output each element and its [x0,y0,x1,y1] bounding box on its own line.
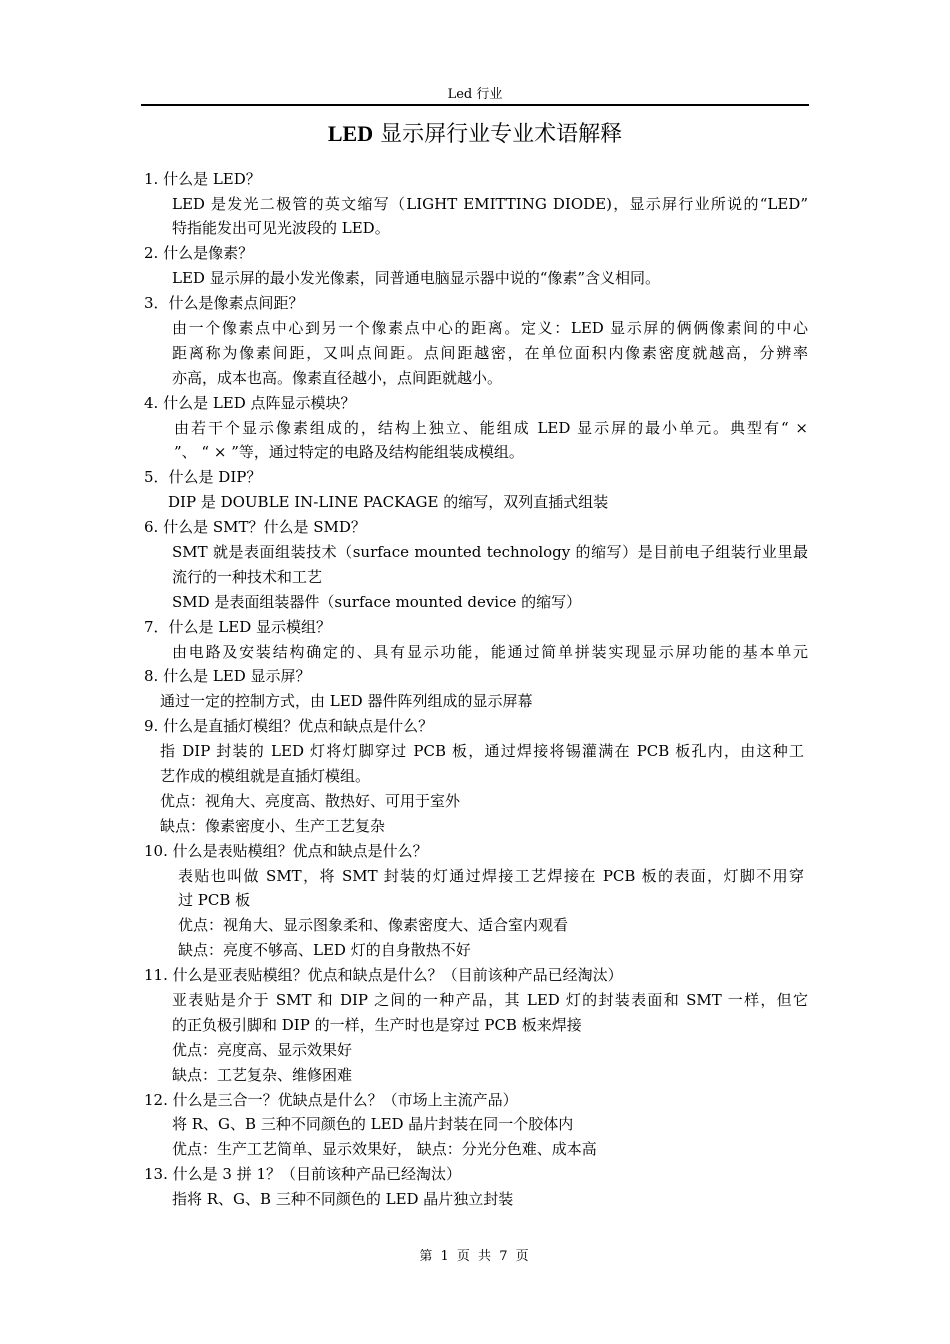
text-line: 指 DIP 封装的 LED 灯将灯脚穿过 PCB 板，通过焊接将锡灌满在 PCB 板孔内，由这种工 [160,742,804,760]
text-line: 亦高，成本也高。像素直径越小，点间距就越小。 [172,369,503,387]
text-line: 缺点：像素密度小、生产工艺复杂 [160,817,386,835]
text-line: 由若干个显示像素组成的，结构上独立、能组成 LED 显示屏的最小单元。典型有“ × [174,419,808,437]
text-line: SMD 是表面组装器件（surface mounted device 的缩写） [172,593,582,611]
title-text: 显示屏行业专业术语解释 [373,122,623,147]
text-line: 优点：亮度高、显示效果好 [172,1041,353,1059]
text-line: 12. 什么是三合一？优缺点是什么？（市场上主流产品） [144,1091,518,1109]
text-line: 10. 什么是表贴模组？优点和缺点是什么？ [144,842,428,860]
text-line: DIP 是 DOUBLE IN-LINE PACKAGE 的缩写，双列直插式组装 [168,493,609,511]
text-line: 优点：视角大、显示图象柔和、像素密度大、适合室内观看 [178,916,569,934]
text-line: 过 PCB 板 [178,891,251,909]
text-line: 3．什么是像素点间距？ [144,294,304,312]
text-line: 将 R、G、B 三种不同颜色的 LED 晶片封装在同一个胶体内 [172,1115,574,1133]
text-line: LED 是发光二极管的英文缩写（LIGHT EMITTING DIODE)，显示屏行业所说的“LED” [172,195,808,213]
text-line: 亚表贴是介于 SMT 和 DIP 之间的一种产品，其 LED 灯的封装表面和 SMT 一样，但它 [172,991,808,1009]
page-footer: 第 1 页 共 7 页 [419,1249,531,1264]
document-title [0,119,950,150]
text-line: 由一个像素点中心到另一个像素点中心的距离。定义：LED 显示屏的俩俩像素间的中心 [172,319,808,337]
text-line: 4. 什么是 LED 点阵显示模块？ [144,394,356,412]
text-line: 缺点：亮度不够高、LED 灯的自身散热不好 [178,941,471,959]
text-line: 距离称为像素间距，又叫点间距。点间距越密，在单位面积内像素密度就越高，分辨率 [172,344,808,362]
text-line: SMT 就是表面组装技术（surface mounted technology 的缩写）是目前电子组装行业里最 [172,543,808,561]
text-line: 指将 R、G、B 三种不同颜色的 LED 晶片独立封装 [172,1190,514,1208]
text-line: 7．什么是 LED 显示模组？ [144,618,332,636]
text-line: 流行的一种技术和工艺 [172,568,323,586]
text-line: 1. 什么是 LED？ [144,170,261,188]
text-line: 特指能发出可见光波段的 LED。 [172,219,390,237]
text-line: 的正负极引脚和 DIP 的一样，生产时也是穿过 PCB 板来焊接 [172,1016,582,1034]
text-line: 9. 什么是直插灯模组？优点和缺点是什么？ [144,717,434,735]
text-line: 2. 什么是像素？ [144,244,254,262]
text-line: 6. 什么是 SMT？什么是 SMD？ [144,518,366,536]
text-line: 8. 什么是 LED 显示屏？ [144,667,311,685]
title-latin: LED [327,121,374,146]
text-line: 由电路及安装结构确定的、具有显示功能，能通过简单拼装实现显示屏功能的基本单元 [172,643,808,661]
text-line: ”、 “ × ”等，通过特定的电路及结构能组装成模组。 [174,443,524,461]
text-line: 通过一定的控制方式，由 LED 器件阵列组成的显示屏幕 [160,692,533,710]
text-line: 13. 什么是 3 拼 1？（目前该种产品已经淘汰） [144,1165,462,1183]
text-line: 优点：视角大、亮度高、散热好、可用于室外 [160,792,461,810]
page-header: Led 行业 [447,87,503,102]
text-line: 5．什么是 DIP？ [144,468,262,486]
text-line: 11. 什么是亚表贴模组？优点和缺点是什么？（目前该种产品已经淘汰） [144,966,623,984]
text-line: 优点：生产工艺简单、显示效果好， 缺点：分光分色难、成本高 [172,1140,597,1158]
header-divider [141,104,809,106]
text-line: 表贴也叫做 SMT，将 SMT 封装的灯通过焊接工艺焊接在 PCB 板的表面，灯脚不用穿 [178,867,804,885]
text-line: 缺点：工艺复杂、维修困难 [172,1066,353,1084]
text-line: 艺作成的模组就是直插灯模组。 [160,767,371,785]
text-line: LED 显示屏的最小发光像素，同普通电脑显示器中说的“像素”含义相同。 [172,269,661,287]
